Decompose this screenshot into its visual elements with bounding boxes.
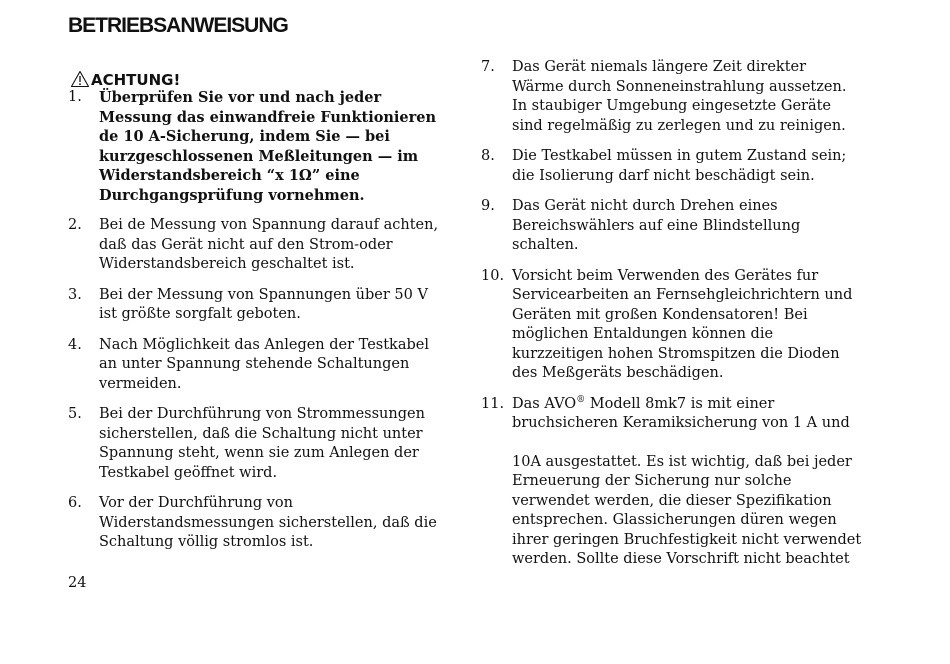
text-line: Widerstandsmessungen sicherstellen, daß die: [99, 514, 437, 531]
text-line: die Isolierung darf nicht beschädigt sein.: [512, 167, 815, 184]
text-line: Das Gerät niemals längere Zeit direkter: [512, 59, 807, 75]
text-line: sicherstellen, daß die Schaltung nicht unter: [99, 425, 423, 442]
item-text: [99, 336, 453, 395]
text-line: In staubiger Umgebung eingesetzte Geräte: [512, 98, 832, 114]
text-line: Durchgangsprüfung vornehmen.: [99, 186, 365, 204]
text-line: schalten.: [512, 237, 579, 253]
text-segment: Das AVO: [512, 395, 577, 412]
text-line: Das Gerät nicht durch Drehen eines: [512, 198, 778, 214]
text-line: Vor der Durchführung von: [99, 495, 293, 511]
text-line: Widerstandsbereich “x 1Ω” eine: [99, 167, 360, 184]
item-number: 2.: [68, 217, 82, 233]
list-item: [481, 58, 876, 136]
text-line: verwendet werden, die dieser Spezifikation: [512, 492, 832, 509]
warning-heading: [70, 66, 180, 88]
item-text: [99, 405, 453, 483]
text-line: Überprüfen Sie vor und nach jeder: [99, 89, 382, 106]
list-item: [68, 286, 453, 325]
item-number: 4.: [68, 336, 82, 353]
left-column: [68, 88, 453, 564]
text-line: Servicearbeiten an Fernsehgleichrichtern und: [512, 287, 853, 303]
list-item: [68, 336, 453, 395]
text-line: Bei de Messung von Spannung darauf achten,: [99, 217, 439, 233]
right-column: [481, 58, 876, 570]
text-line: Widerstandsbereich geschaltet ist.: [99, 256, 355, 272]
item-text: [99, 88, 453, 205]
page-title: BETRIEBSANWEISUNG: [68, 14, 288, 37]
item-number: 1.: [68, 89, 82, 105]
item-text: [99, 494, 453, 553]
item-number: 11.: [481, 395, 505, 412]
item-number: 5.: [68, 406, 82, 422]
text-line: Testkabel geöffnet wird.: [99, 464, 278, 481]
item-text: [512, 395, 876, 434]
item-text: [99, 286, 453, 325]
text-line: ist größte sorgfalt geboten.: [99, 306, 301, 322]
text-line: de 10 A-Sicherung, indem Sie — bei: [99, 128, 390, 145]
text-line: Bereichswählers auf eine Blindstellung: [512, 217, 801, 234]
text-line: Messung das einwandfreie Funktionieren: [99, 108, 437, 126]
text-line: möglichen Entaldungen können die: [512, 326, 774, 342]
text-line: bruchsicheren Keramiksicherung von 1 A und: [512, 415, 850, 431]
item-text: [512, 267, 876, 384]
warning-triangle-icon: [70, 70, 90, 88]
list-item: [481, 395, 876, 434]
list-item: [481, 267, 876, 384]
item-number: 7.: [481, 59, 495, 75]
registered-mark: ®: [576, 394, 586, 405]
text-line: kurzgeschlossenen Meßleitungen — im: [99, 147, 419, 165]
item-number: 10.: [481, 267, 505, 284]
item-number: 9.: [481, 198, 495, 214]
warning-label: ACHTUNG!: [91, 71, 181, 89]
item-number: 8.: [481, 148, 495, 164]
text-line: Spannung steht, wenn sie zum Anlegen der: [99, 445, 419, 461]
text-line: ihrer geringen Bruchfestigkeit nicht verwendet: [512, 531, 862, 548]
item-text: [512, 58, 876, 136]
text-line: an unter Spannung stehende Schaltungen: [99, 356, 410, 372]
item-continuation: [512, 453, 876, 570]
text-line: 10A ausgestattet. Es ist wichtig, daß bei jeder: [512, 453, 852, 470]
list-item: [68, 494, 453, 553]
list-item: [68, 216, 453, 275]
page-number: 24: [68, 575, 87, 591]
text-line: [512, 395, 876, 415]
item-number: 3.: [68, 286, 82, 303]
item-number: 6.: [68, 495, 82, 511]
item-text: [512, 197, 876, 256]
text-line: Bei der Messung von Spannungen über 50 V: [99, 286, 428, 303]
text-segment: Modell 8mk7 is mit einer: [585, 395, 775, 412]
text-line: werden. Sollte diese Vorschrift nicht beachtet: [512, 551, 850, 567]
item-text: [512, 147, 876, 186]
text-line: Die Testkabel müssen in gutem Zustand sein;: [512, 148, 847, 164]
text-line: entsprechen. Glassicherungen düren wegen: [512, 512, 837, 528]
text-line: Wärme durch Sonneneinstrahlung aussetzen.: [512, 78, 847, 95]
list-item: [68, 405, 453, 483]
text-line: Erneuerung der Sicherung nur solche: [512, 473, 792, 489]
text-line: Nach Möglichkeit das Anlegen der Testkabel: [99, 336, 429, 353]
item-text: [99, 216, 453, 275]
text-line: kurzzeitigen hohen Stromspitzen die Dioden: [512, 345, 840, 362]
text-line: Vorsicht beim Verwenden des Gerätes fur: [512, 267, 819, 284]
text-line: des Meßgeräts beschädigen.: [512, 365, 724, 381]
text-line: Schaltung völlig stromlos ist.: [99, 534, 314, 550]
text-line: sind regelmäßig zu zerlegen und zu reinigen.: [512, 117, 846, 134]
text-line: Bei der Durchführung von Strommessungen: [99, 406, 425, 422]
list-item: [481, 197, 876, 256]
text-line: daß das Gerät nicht auf den Strom-oder: [99, 236, 393, 253]
text-line: Geräten mit großen Kondensatoren! Bei: [512, 306, 808, 323]
list-item: [68, 88, 453, 205]
list-item: [481, 147, 876, 186]
text-line: vermeiden.: [99, 375, 182, 392]
